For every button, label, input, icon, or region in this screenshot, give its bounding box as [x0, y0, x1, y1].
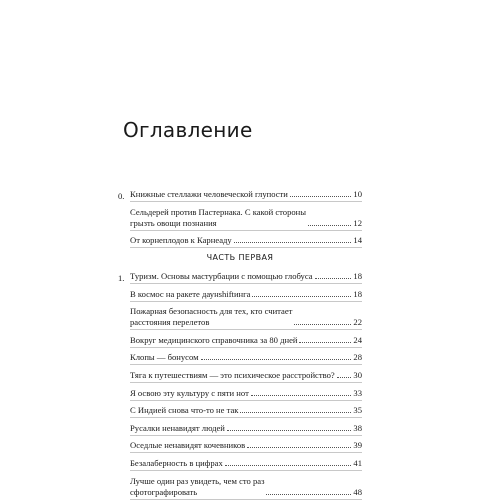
dot-leader [337, 377, 352, 378]
toc-entry [118, 207, 362, 231]
entry-body [130, 189, 362, 202]
entry-page: 18 [353, 271, 362, 281]
toc-section-part-one [118, 271, 362, 504]
entry-body [130, 207, 362, 231]
toc-entry [118, 458, 362, 471]
entry-title: Вокруг медицинского справочника за 80 дней [130, 334, 298, 345]
entry-body [130, 458, 362, 471]
part-heading: ЧАСТЬ ПЕРВАЯ [206, 253, 274, 262]
dot-leader [294, 324, 351, 325]
entry-page: 22 [353, 317, 362, 328]
dot-leader [247, 447, 351, 448]
page-title: Оглавление [123, 118, 253, 142]
entry-page: 30 [353, 369, 362, 380]
entry-title: Книжные стеллажи человеческой глупости [130, 189, 288, 199]
entry-page: 10 [353, 189, 362, 199]
toc-entry [118, 335, 362, 348]
entry-page: 24 [353, 334, 362, 345]
entry-body [130, 306, 362, 330]
entry-title: Клопы — бонусом [130, 352, 199, 363]
entry-body [130, 405, 362, 418]
toc-entry [118, 440, 362, 453]
entry-page: 18 [353, 288, 362, 299]
dot-leader [290, 196, 352, 197]
entry-number: 1. [118, 273, 125, 283]
entry-title: Пожарная безопасность для тех, кто считает расстояния перелетов [130, 306, 293, 328]
toc-entry [118, 271, 362, 284]
dot-leader [266, 494, 351, 495]
entry-page: 39 [353, 440, 362, 451]
toc-entry [118, 388, 362, 401]
dot-leader [240, 412, 351, 413]
entry-body [130, 352, 362, 365]
toc-entry [118, 306, 362, 330]
toc-entry [118, 189, 362, 202]
entry-body [130, 289, 362, 302]
entry-title: Сельдерей против Пастернака. С какой стороны грызть овощи познания [130, 206, 307, 228]
dot-leader [234, 242, 352, 243]
entry-title: Туризм. Основы мастурбации с помощью глобуса [130, 271, 313, 281]
dot-leader [225, 465, 352, 466]
dot-leader [252, 296, 351, 297]
entry-page: 33 [353, 387, 362, 398]
entry-title: В космос на ракете даунshiftинга [130, 288, 251, 299]
entry-number: 0. [118, 191, 125, 201]
entry-body [130, 476, 362, 500]
entry-body [130, 440, 362, 453]
entry-title: Я освою эту культуру с пяти нот [130, 387, 249, 398]
toc-section-intro [118, 189, 362, 253]
toc-entry [118, 289, 362, 302]
toc-entry [118, 370, 362, 383]
entry-body [130, 423, 362, 436]
entry-title: Русалки ненавидят людей [130, 422, 225, 433]
toc-entry [118, 352, 362, 365]
toc-entry [118, 423, 362, 436]
dot-leader [201, 359, 352, 360]
entry-page: 28 [353, 352, 362, 363]
dot-leader [299, 342, 351, 343]
toc-entry [118, 405, 362, 418]
dot-leader [251, 395, 352, 396]
entry-body [130, 335, 362, 348]
entry-title: Лучше один раз увидеть, чем сто раз сфотографировать [130, 475, 265, 497]
entry-body [130, 388, 362, 401]
entry-title: С Индией снова что-то не так [130, 405, 239, 416]
entry-page: 12 [353, 217, 362, 228]
toc-entry [118, 476, 362, 500]
entry-body [130, 370, 362, 383]
entry-page: 41 [353, 457, 362, 468]
entry-title: Безалаберность в цифрах [130, 457, 223, 468]
entry-page: 48 [353, 486, 362, 497]
dot-leader [227, 430, 352, 431]
entry-title: Тяга к путешествиям — это психическое расстройство? [130, 369, 335, 380]
entry-title: От корнеплодов к Карнеаду [130, 235, 232, 246]
toc-entry [118, 235, 362, 248]
dot-leader [315, 278, 352, 279]
entry-body [130, 271, 362, 284]
entry-body [130, 235, 362, 248]
entry-page: 14 [353, 235, 362, 246]
entry-page: 38 [353, 422, 362, 433]
dot-leader [308, 225, 351, 226]
entry-title: Оседлые ненавидят кочевников [130, 440, 246, 451]
entry-page: 35 [353, 405, 362, 416]
